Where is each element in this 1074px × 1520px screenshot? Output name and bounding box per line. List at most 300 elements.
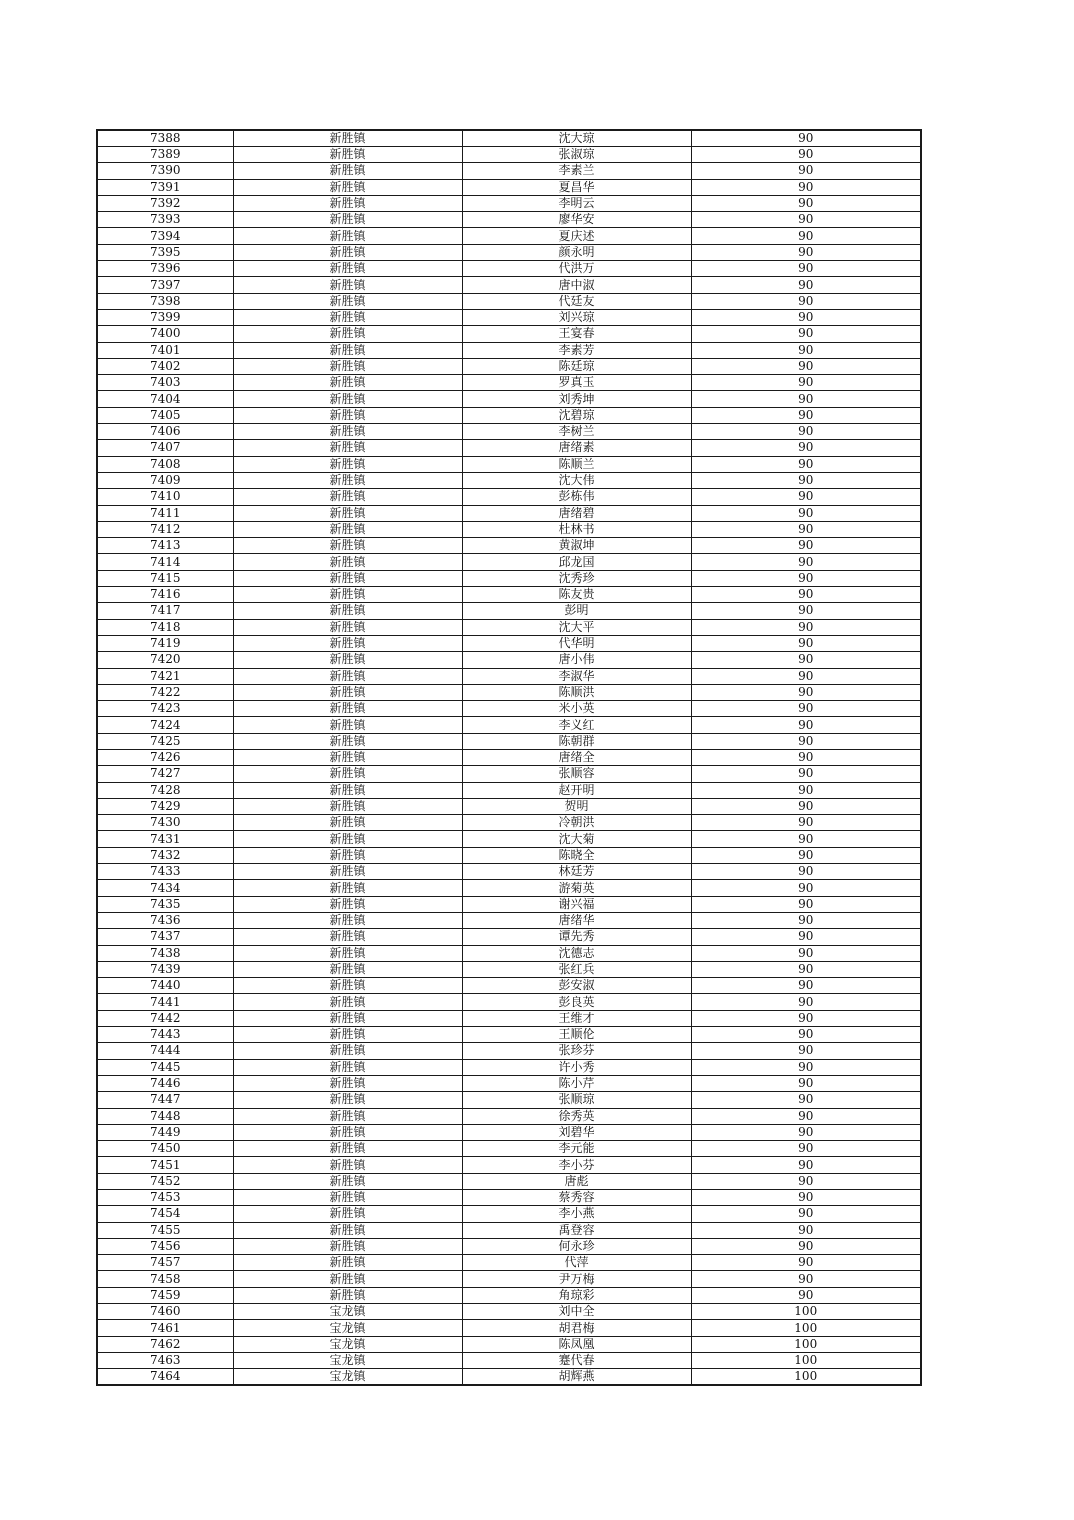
cell-number: 7445	[97, 1059, 233, 1075]
cell-amount: 90	[691, 1173, 921, 1189]
table-row	[97, 587, 921, 603]
cell-town: 新胜镇	[233, 1141, 462, 1157]
cell-amount: 90	[691, 1190, 921, 1206]
cell-name: 谢兴福	[462, 896, 691, 912]
cell-number: 7423	[97, 701, 233, 717]
cell-number: 7443	[97, 1027, 233, 1043]
cell-number: 7419	[97, 635, 233, 651]
cell-amount: 90	[691, 994, 921, 1010]
cell-name: 唐中淑	[462, 277, 691, 293]
cell-number: 7433	[97, 864, 233, 880]
cell-name: 陈顺兰	[462, 456, 691, 472]
cell-town: 新胜镇	[233, 668, 462, 684]
cell-amount: 100	[691, 1304, 921, 1320]
cell-town: 新胜镇	[233, 309, 462, 325]
cell-amount: 90	[691, 489, 921, 505]
table-row	[97, 961, 921, 977]
cell-amount: 90	[691, 440, 921, 456]
table-row	[97, 635, 921, 651]
cell-town: 新胜镇	[233, 635, 462, 651]
cell-number: 7458	[97, 1271, 233, 1287]
cell-number: 7461	[97, 1320, 233, 1336]
cell-town: 新胜镇	[233, 1287, 462, 1303]
cell-number: 7420	[97, 652, 233, 668]
cell-name: 李小燕	[462, 1206, 691, 1222]
table-row	[97, 619, 921, 635]
cell-amount: 90	[691, 244, 921, 260]
table-row	[97, 212, 921, 228]
table-row	[97, 1190, 921, 1206]
cell-name: 李义红	[462, 717, 691, 733]
cell-name: 陈顺洪	[462, 684, 691, 700]
cell-number: 7432	[97, 847, 233, 863]
cell-amount: 90	[691, 261, 921, 277]
cell-amount: 100	[691, 1320, 921, 1336]
cell-town: 新胜镇	[233, 538, 462, 554]
cell-number: 7407	[97, 440, 233, 456]
cell-town: 宝龙镇	[233, 1369, 462, 1386]
cell-amount: 90	[691, 978, 921, 994]
cell-amount: 100	[691, 1369, 921, 1386]
cell-name: 唐绪华	[462, 912, 691, 928]
cell-amount: 90	[691, 831, 921, 847]
cell-town: 新胜镇	[233, 326, 462, 342]
cell-amount: 90	[691, 570, 921, 586]
cell-name: 唐绪全	[462, 749, 691, 765]
cell-name: 唐绪碧	[462, 505, 691, 521]
cell-number: 7463	[97, 1352, 233, 1368]
cell-name: 刘碧华	[462, 1124, 691, 1140]
table-row	[97, 1157, 921, 1173]
cell-amount: 90	[691, 538, 921, 554]
cell-name: 张顺琼	[462, 1092, 691, 1108]
cell-amount: 90	[691, 326, 921, 342]
cell-number: 7395	[97, 244, 233, 260]
cell-name: 禹登容	[462, 1222, 691, 1238]
cell-number: 7427	[97, 766, 233, 782]
table-row	[97, 896, 921, 912]
cell-name: 唐小伟	[462, 652, 691, 668]
cell-number: 7411	[97, 505, 233, 521]
cell-town: 新胜镇	[233, 1108, 462, 1124]
table-row	[97, 749, 921, 765]
cell-name: 夏庆述	[462, 228, 691, 244]
cell-amount: 90	[691, 179, 921, 195]
cell-amount: 100	[691, 1352, 921, 1368]
table-row	[97, 945, 921, 961]
cell-name: 罗真玉	[462, 375, 691, 391]
cell-town: 新胜镇	[233, 244, 462, 260]
cell-amount: 100	[691, 1336, 921, 1352]
cell-town: 新胜镇	[233, 1206, 462, 1222]
cell-number: 7389	[97, 147, 233, 163]
cell-number: 7455	[97, 1222, 233, 1238]
cell-number: 7441	[97, 994, 233, 1010]
cell-amount: 90	[691, 472, 921, 488]
cell-number: 7394	[97, 228, 233, 244]
cell-name: 代洪万	[462, 261, 691, 277]
cell-town: 新胜镇	[233, 1255, 462, 1271]
table-row	[97, 554, 921, 570]
cell-amount: 90	[691, 277, 921, 293]
cell-name: 刘兴琼	[462, 309, 691, 325]
cell-town: 新胜镇	[233, 456, 462, 472]
cell-town: 新胜镇	[233, 472, 462, 488]
cell-name: 赵开明	[462, 782, 691, 798]
table-row	[97, 1369, 921, 1386]
cell-number: 7406	[97, 424, 233, 440]
table-row	[97, 1173, 921, 1189]
cell-amount: 90	[691, 309, 921, 325]
cell-number: 7438	[97, 945, 233, 961]
cell-town: 新胜镇	[233, 407, 462, 423]
cell-number: 7426	[97, 749, 233, 765]
cell-town: 新胜镇	[233, 1222, 462, 1238]
cell-number: 7410	[97, 489, 233, 505]
table-row	[97, 570, 921, 586]
cell-amount: 90	[691, 945, 921, 961]
cell-amount: 90	[691, 521, 921, 537]
cell-number: 7415	[97, 570, 233, 586]
cell-name: 何永珍	[462, 1238, 691, 1254]
cell-town: 新胜镇	[233, 945, 462, 961]
cell-town: 新胜镇	[233, 1238, 462, 1254]
cell-town: 新胜镇	[233, 261, 462, 277]
cell-amount: 90	[691, 407, 921, 423]
cell-number: 7456	[97, 1238, 233, 1254]
cell-town: 新胜镇	[233, 1075, 462, 1091]
table-row	[97, 1336, 921, 1352]
cell-town: 新胜镇	[233, 994, 462, 1010]
cell-name: 蔡秀容	[462, 1190, 691, 1206]
cell-name: 游菊英	[462, 880, 691, 896]
cell-name: 林廷芳	[462, 864, 691, 880]
cell-town: 新胜镇	[233, 358, 462, 374]
cell-amount: 90	[691, 652, 921, 668]
table-row	[97, 831, 921, 847]
cell-amount: 90	[691, 456, 921, 472]
cell-number: 7421	[97, 668, 233, 684]
cell-number: 7424	[97, 717, 233, 733]
table-row	[97, 1108, 921, 1124]
cell-name: 彭栋伟	[462, 489, 691, 505]
table-row	[97, 847, 921, 863]
table-row	[97, 179, 921, 195]
cell-town: 宝龙镇	[233, 1336, 462, 1352]
cell-amount: 90	[691, 701, 921, 717]
cell-number: 7457	[97, 1255, 233, 1271]
cell-name: 胡君梅	[462, 1320, 691, 1336]
cell-number: 7400	[97, 326, 233, 342]
table-row	[97, 733, 921, 749]
cell-number: 7453	[97, 1190, 233, 1206]
cell-name: 廖华安	[462, 212, 691, 228]
cell-name: 张红兵	[462, 961, 691, 977]
table-row	[97, 864, 921, 880]
table-row	[97, 505, 921, 521]
cell-name: 沈大伟	[462, 472, 691, 488]
cell-name: 贺明	[462, 798, 691, 814]
cell-name: 沈碧琼	[462, 407, 691, 423]
cell-number: 7448	[97, 1108, 233, 1124]
cell-amount: 90	[691, 195, 921, 211]
table-row	[97, 1222, 921, 1238]
cell-name: 沈大菊	[462, 831, 691, 847]
table-row	[97, 293, 921, 309]
cell-number: 7450	[97, 1141, 233, 1157]
cell-town: 新胜镇	[233, 733, 462, 749]
cell-amount: 90	[691, 717, 921, 733]
cell-number: 7425	[97, 733, 233, 749]
cell-name: 沈大琼	[462, 130, 691, 147]
cell-number: 7444	[97, 1043, 233, 1059]
cell-name: 王宴春	[462, 326, 691, 342]
cell-amount: 90	[691, 1255, 921, 1271]
cell-name: 张珍芬	[462, 1043, 691, 1059]
cell-town: 新胜镇	[233, 798, 462, 814]
cell-amount: 90	[691, 684, 921, 700]
cell-name: 李明云	[462, 195, 691, 211]
cell-name: 黄淑坤	[462, 538, 691, 554]
cell-name: 胡辉燕	[462, 1369, 691, 1386]
cell-town: 新胜镇	[233, 749, 462, 765]
table-row	[97, 1075, 921, 1091]
table-row	[97, 1255, 921, 1271]
cell-name: 陈小芹	[462, 1075, 691, 1091]
cell-number: 7449	[97, 1124, 233, 1140]
cell-town: 新胜镇	[233, 782, 462, 798]
roster-table	[96, 129, 922, 1386]
cell-name: 李小芬	[462, 1157, 691, 1173]
cell-town: 新胜镇	[233, 1124, 462, 1140]
table-row	[97, 994, 921, 1010]
cell-town: 新胜镇	[233, 603, 462, 619]
table-row	[97, 880, 921, 896]
cell-number: 7446	[97, 1075, 233, 1091]
cell-name: 陈友贵	[462, 587, 691, 603]
table-row	[97, 130, 921, 147]
cell-name: 李素兰	[462, 163, 691, 179]
cell-town: 新胜镇	[233, 1271, 462, 1287]
cell-town: 新胜镇	[233, 375, 462, 391]
table-row	[97, 440, 921, 456]
cell-amount: 90	[691, 228, 921, 244]
cell-amount: 90	[691, 1124, 921, 1140]
cell-amount: 90	[691, 749, 921, 765]
cell-amount: 90	[691, 733, 921, 749]
cell-town: 新胜镇	[233, 1190, 462, 1206]
cell-name: 李元能	[462, 1141, 691, 1157]
cell-amount: 90	[691, 163, 921, 179]
cell-amount: 90	[691, 1010, 921, 1026]
table-row	[97, 326, 921, 342]
cell-amount: 90	[691, 635, 921, 651]
cell-name: 代萍	[462, 1255, 691, 1271]
table-row	[97, 358, 921, 374]
cell-town: 新胜镇	[233, 864, 462, 880]
cell-amount: 90	[691, 375, 921, 391]
cell-number: 7417	[97, 603, 233, 619]
table-row	[97, 277, 921, 293]
cell-amount: 90	[691, 1108, 921, 1124]
cell-number: 7388	[97, 130, 233, 147]
cell-town: 新胜镇	[233, 978, 462, 994]
table-row	[97, 472, 921, 488]
cell-number: 7460	[97, 1304, 233, 1320]
cell-amount: 90	[691, 896, 921, 912]
cell-amount: 90	[691, 766, 921, 782]
cell-name: 陈廷琼	[462, 358, 691, 374]
table-row	[97, 652, 921, 668]
cell-number: 7436	[97, 912, 233, 928]
cell-amount: 90	[691, 505, 921, 521]
table-row	[97, 456, 921, 472]
cell-number: 7393	[97, 212, 233, 228]
table-row	[97, 407, 921, 423]
table-row	[97, 1059, 921, 1075]
table-row	[97, 603, 921, 619]
cell-number: 7397	[97, 277, 233, 293]
cell-name: 王维才	[462, 1010, 691, 1026]
cell-number: 7390	[97, 163, 233, 179]
table-row	[97, 1092, 921, 1108]
cell-number: 7403	[97, 375, 233, 391]
cell-number: 7459	[97, 1287, 233, 1303]
cell-number: 7405	[97, 407, 233, 423]
cell-town: 新胜镇	[233, 212, 462, 228]
cell-name: 李素芳	[462, 342, 691, 358]
cell-town: 新胜镇	[233, 684, 462, 700]
table-row	[97, 1206, 921, 1222]
cell-name: 徐秀英	[462, 1108, 691, 1124]
table-row	[97, 489, 921, 505]
table-row	[97, 1238, 921, 1254]
cell-number: 7404	[97, 391, 233, 407]
cell-number: 7454	[97, 1206, 233, 1222]
cell-name: 颜永明	[462, 244, 691, 260]
cell-amount: 90	[691, 1141, 921, 1157]
cell-name: 彭安淑	[462, 978, 691, 994]
cell-town: 新胜镇	[233, 929, 462, 945]
cell-amount: 90	[691, 212, 921, 228]
cell-name: 刘中全	[462, 1304, 691, 1320]
cell-amount: 90	[691, 424, 921, 440]
cell-amount: 90	[691, 358, 921, 374]
table-row	[97, 815, 921, 831]
table-row	[97, 538, 921, 554]
cell-town: 新胜镇	[233, 1010, 462, 1026]
cell-name: 沈德志	[462, 945, 691, 961]
cell-amount: 90	[691, 1238, 921, 1254]
cell-number: 7396	[97, 261, 233, 277]
table-row	[97, 342, 921, 358]
table-row	[97, 1124, 921, 1140]
cell-town: 新胜镇	[233, 831, 462, 847]
cell-name: 代廷友	[462, 293, 691, 309]
cell-number: 7440	[97, 978, 233, 994]
cell-amount: 90	[691, 1157, 921, 1173]
cell-number: 7414	[97, 554, 233, 570]
table-row	[97, 978, 921, 994]
cell-town: 新胜镇	[233, 424, 462, 440]
cell-amount: 90	[691, 130, 921, 147]
cell-name: 李树兰	[462, 424, 691, 440]
cell-town: 新胜镇	[233, 195, 462, 211]
cell-town: 新胜镇	[233, 587, 462, 603]
cell-name: 张淑琼	[462, 147, 691, 163]
table-row	[97, 195, 921, 211]
cell-name: 冷朝洪	[462, 815, 691, 831]
cell-amount: 90	[691, 1271, 921, 1287]
table-row	[97, 1141, 921, 1157]
cell-number: 7391	[97, 179, 233, 195]
cell-number: 7442	[97, 1010, 233, 1026]
table-row	[97, 1320, 921, 1336]
cell-number: 7447	[97, 1092, 233, 1108]
table-row	[97, 244, 921, 260]
cell-amount: 90	[691, 1059, 921, 1075]
cell-town: 新胜镇	[233, 505, 462, 521]
table-row	[97, 912, 921, 928]
table-row	[97, 163, 921, 179]
table-row	[97, 1287, 921, 1303]
cell-town: 新胜镇	[233, 130, 462, 147]
cell-amount: 90	[691, 1043, 921, 1059]
cell-number: 7422	[97, 684, 233, 700]
cell-number: 7429	[97, 798, 233, 814]
cell-town: 新胜镇	[233, 293, 462, 309]
cell-amount: 90	[691, 929, 921, 945]
cell-number: 7392	[97, 195, 233, 211]
cell-town: 新胜镇	[233, 912, 462, 928]
cell-name: 陈晓全	[462, 847, 691, 863]
cell-town: 新胜镇	[233, 521, 462, 537]
cell-number: 7401	[97, 342, 233, 358]
cell-town: 新胜镇	[233, 1092, 462, 1108]
cell-number: 7402	[97, 358, 233, 374]
cell-town: 新胜镇	[233, 228, 462, 244]
table-row	[97, 228, 921, 244]
cell-amount: 90	[691, 815, 921, 831]
table-row	[97, 1352, 921, 1368]
cell-town: 新胜镇	[233, 961, 462, 977]
cell-amount: 90	[691, 342, 921, 358]
cell-town: 新胜镇	[233, 619, 462, 635]
cell-town: 新胜镇	[233, 440, 462, 456]
cell-amount: 90	[691, 1075, 921, 1091]
cell-name: 杜林书	[462, 521, 691, 537]
table-row	[97, 1010, 921, 1026]
table-row	[97, 1043, 921, 1059]
table-row	[97, 1027, 921, 1043]
cell-name: 唐彪	[462, 1173, 691, 1189]
cell-town: 新胜镇	[233, 163, 462, 179]
cell-town: 新胜镇	[233, 847, 462, 863]
table-row	[97, 766, 921, 782]
cell-town: 新胜镇	[233, 277, 462, 293]
table-row	[97, 424, 921, 440]
cell-town: 新胜镇	[233, 880, 462, 896]
table-row	[97, 521, 921, 537]
cell-amount: 90	[691, 147, 921, 163]
table-row	[97, 782, 921, 798]
cell-name: 刘秀坤	[462, 391, 691, 407]
cell-town: 新胜镇	[233, 896, 462, 912]
cell-amount: 90	[691, 1027, 921, 1043]
cell-amount: 90	[691, 1222, 921, 1238]
cell-name: 邱龙国	[462, 554, 691, 570]
cell-number: 7412	[97, 521, 233, 537]
